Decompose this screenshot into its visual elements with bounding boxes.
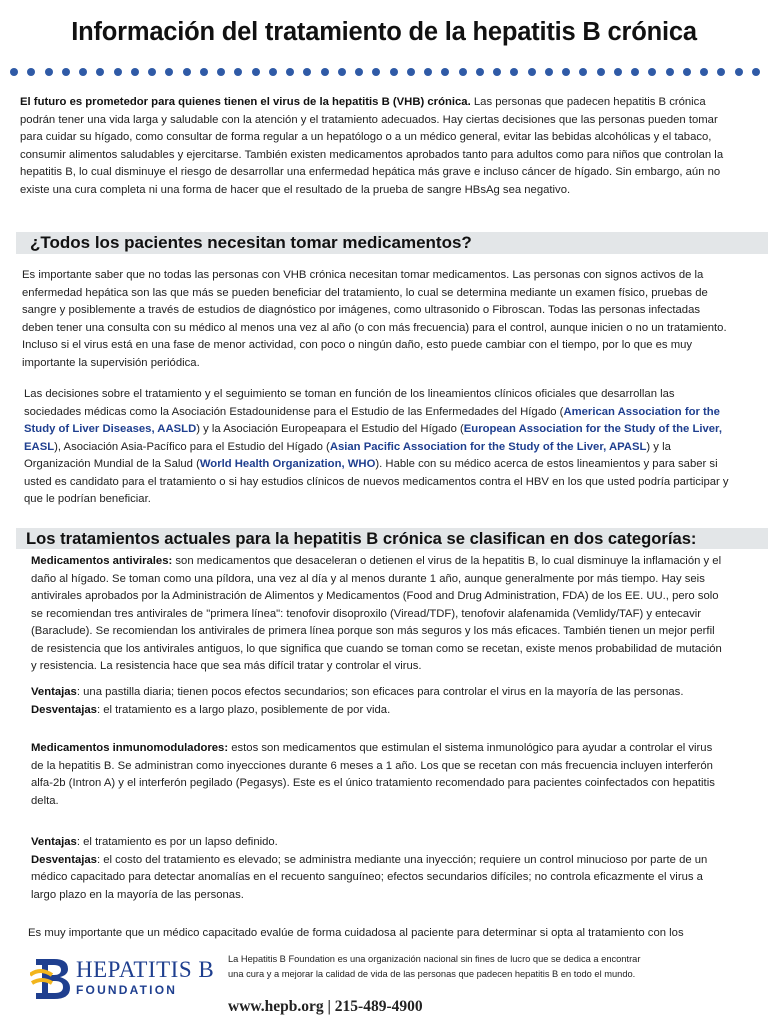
divider-dot	[752, 68, 760, 76]
hepatitis-b-logo-icon	[30, 953, 74, 1003]
divider-dot	[700, 68, 708, 76]
immunomodulator-body: estos son medicamentos que estimulan el sistema inmunológico para ayudar a controlar el virus de la hepatitis B. Se administran como inyecciones durante 6 meses a 1 año. Los que se recetan con más frecuencia incluyen interferón alfa-2b (Intron A) y el interferón pegilado (Pegasys). Este es el único tratamiento recomendado para pacientes coinfectados con hepatitis delta.	[31, 742, 715, 807]
antiviral-pros-cons	[31, 684, 731, 719]
divider-dot	[200, 68, 208, 76]
divider-dot	[562, 68, 570, 76]
closing-sentence: Es muy importante que un médico capacitado evalúe de forma cuidadosa al paciente para determinar si opta al tratamiento con los	[28, 927, 684, 939]
antiviral-cons: : el tratamiento es a largo plazo, posiblemente de por vida.	[96, 703, 391, 716]
divider-dot	[321, 68, 329, 76]
divider-dot	[476, 68, 484, 76]
intro-body: Las personas que padecen hepatitis B crónica podrán tener una vida larga y saludable con la atención y el tratamiento adecuados. Hay ciertas decisiones que las personas pueden tomar para cuidar su hígado, como consultar de forma regular a un hepatólogo o a un médico general, evitar las bebidas alcohólicas y el tabaco, consumir alimentos saludables y ejercitarse. También existen medicamentos aprobados tanto para adultos como para niños que controlan la hepatitis B, lo cual disminuye el riesgo de desarrollar una enfermedad hepática más grave e incluso cáncer de hígado. Sin embargo, aún no existe una cura completa ni una forma de hacer que el resultado de la prueba de sangre HBsAg sea negativo.	[20, 96, 724, 196]
divider-dot	[45, 68, 53, 76]
logo-text-hepatitis-b: HEPATITIS B	[76, 957, 215, 982]
divider-dot	[666, 68, 674, 76]
intro-paragraph	[20, 94, 732, 199]
antiviral-pros: : una pastilla diaria; tienen pocos efectos secundarios; son eficaces para controlar el virus en la mayoría de las personas.	[76, 686, 684, 698]
divider-dot	[528, 68, 536, 76]
divider-dot	[390, 68, 398, 76]
foundation-description: La Hepatitis B Foundation es una organización nacional sin fines de lucro que se dedica a encontrar una cura y a mejorar la calidad de vida de las personas que padecen hepatitis B en todo el mundo.	[228, 954, 641, 979]
antiviral-paragraph	[31, 553, 727, 676]
guidelines-text-b: ) y la Asociación Europeapara el Estudio del Hígado (	[196, 423, 464, 435]
antiviral-body: son medicamentos que desaceleran o detienen el virus de la hepatitis B, lo cual disminuye la inflamación y el daño al hígado. Se toman como una píldora, una vez al día y al menos durante 1 año, aunque generalmente por más tiempo. Hay seis antivirales aprobados por la Administración de Alimentos y Medicamentos (Food and Drug Administration, FDA) de los EE. UU., pero solo se recomiendan tres antivirales de "primera línea": tenofovir disoproxilo (Viread/TDF), tenofovir alafenamida (Vemlidy/TAF) y entecavir (Baraclude). Se recomiendan los antivirales de primera línea porque son más seguros y los más eficaces. También tienen un mejor perfil de resistencia que los antivirales antiguos, lo que significa que cuando se toman como se recetan, existe menos probabilidad de mutación y resistencia. La resistencia hace que sea más difícil tratar y controlar el virus.	[31, 555, 722, 672]
aasld-link[interactable]: American Association for the Study of Liver Diseases, AASLD	[24, 405, 720, 435]
divider-dot	[510, 68, 518, 76]
divider-dot	[579, 68, 587, 76]
dotted-divider	[10, 66, 760, 78]
section-heading-medications: ¿Todos los pacientes necesitan tomar medicamentos?	[16, 232, 768, 254]
divider-dot	[27, 68, 35, 76]
divider-dot	[735, 68, 743, 76]
divider-dot	[303, 68, 311, 76]
immunomodulator-label: Medicamentos inmunomoduladores:	[31, 742, 229, 754]
medications-paragraph-2	[24, 386, 734, 509]
divider-dot	[441, 68, 449, 76]
divider-dot	[79, 68, 87, 76]
divider-dot	[131, 68, 139, 76]
divider-dot	[269, 68, 277, 76]
divider-dot	[683, 68, 691, 76]
divider-dot	[597, 68, 605, 76]
section-heading-treatments: Los tratamientos actuales para la hepatitis B crónica se clasifican en dos categorías:	[16, 528, 768, 549]
medications-paragraph-1: Es importante saber que no todas las personas con VHB crónica necesitan tomar medicamentos. Las personas con signos activos de la enfermedad hepática son las que más se pueden beneficiar del tratamiento, lo cual se determina mediante un examen físico, pruebas de sangre y posiblemente a través de estudios de diagnóstico por imágenes, como ultrasonido o Fibroscan. Todas las personas infectadas deben tener una consulta con su médico al menos una vez al año (o con más frecuencia) para el control, aunque inicien o no un tratamiento. Incluso si el virus está en una fase de menor actividad, con poco o ningún daño, esto puede cambiar con el tiempo, por lo que es muy importante la supervisión periódica.	[22, 269, 727, 369]
divider-dot	[252, 68, 260, 76]
divider-dot	[114, 68, 122, 76]
guidelines-text-e: ). Hable con su médico acerca de estos lineamientos y para saber si usted es candidato para el tratamiento o si hay estudios clínicos de nuevos medicamentos contra el HBV en los que usted podría participar y que le podrían beneficiar.	[24, 458, 729, 505]
easl-link[interactable]: European Association for the Study of the Liver, EASL	[24, 423, 722, 453]
divider-dot	[338, 68, 346, 76]
immunomodulator-cons: : el costo del tratamiento es elevado; se administra mediante una inyección; requiere un control minucioso por parte de un médico capacitado para detectar anomalías en el recuento sanguíneo; efectos secundarios difíciles; no controla eficazmente el virus a largo plazo en la mayoría de las personas.	[31, 853, 708, 901]
antiviral-label: Medicamentos antivirales:	[31, 555, 173, 567]
immunomodulator-pros-label: Ventajas	[31, 836, 77, 848]
who-link[interactable]: World Health Organization, WHO	[199, 458, 376, 470]
divider-dot	[717, 68, 725, 76]
divider-dot	[62, 68, 70, 76]
antiviral-pros-label: Ventajas	[31, 686, 77, 698]
immunomodulator-pros-cons	[31, 834, 731, 904]
apasl-link[interactable]: Asian Pacific Association for the Study of the Liver, APASL	[329, 440, 647, 453]
divider-dot	[424, 68, 432, 76]
divider-dot	[148, 68, 156, 76]
divider-dot	[545, 68, 553, 76]
guidelines-text-a: Las decisiones sobre el tratamiento y el seguimiento se toman en función de los lineamientos clínicos oficiales que desarrollan las sociedades médicas como la Asociación Estadounidense para el Estudio de las Enfermedades del Hígado (	[24, 388, 675, 418]
divider-dot	[217, 68, 225, 76]
immunomodulator-cons-label: Desventajas	[31, 853, 97, 866]
contact-separator: |	[327, 998, 331, 1015]
foundation-logo[interactable]	[30, 953, 215, 1003]
divider-dot	[96, 68, 104, 76]
antiviral-cons-label: Desventajas	[31, 703, 97, 716]
divider-dot	[648, 68, 656, 76]
phone-number[interactable]: 215-489-4900	[334, 998, 423, 1015]
divider-dot	[10, 68, 18, 76]
divider-dot	[372, 68, 380, 76]
website-link[interactable]: www.hepb.org	[228, 998, 324, 1015]
intro-lead: El futuro es prometedor para quienes tienen el virus de la hepatitis B (VHB) crónica.	[20, 96, 471, 108]
divider-dot	[407, 68, 415, 76]
divider-dot	[614, 68, 622, 76]
contact-line	[228, 998, 423, 1016]
divider-dot	[234, 68, 242, 76]
divider-dot	[286, 68, 294, 76]
immunomodulator-paragraph	[31, 740, 727, 810]
guidelines-text-d: ) y la Organización Mundial de la Salud (	[24, 440, 671, 470]
divider-dot	[355, 68, 363, 76]
immunomodulator-pros: : el tratamiento es por un lapso definido.	[76, 836, 278, 848]
divider-dot	[493, 68, 501, 76]
divider-dot	[631, 68, 639, 76]
divider-dot	[183, 68, 191, 76]
divider-dot	[165, 68, 173, 76]
divider-dot	[459, 68, 467, 76]
logo-text-foundation: FOUNDATION	[76, 983, 178, 997]
page-title: Información del tratamiento de la hepatitis B crónica	[71, 18, 697, 46]
guidelines-text-c: ), Asociación Asia-Pacífico para el Estudio del Hígado (	[54, 440, 330, 453]
